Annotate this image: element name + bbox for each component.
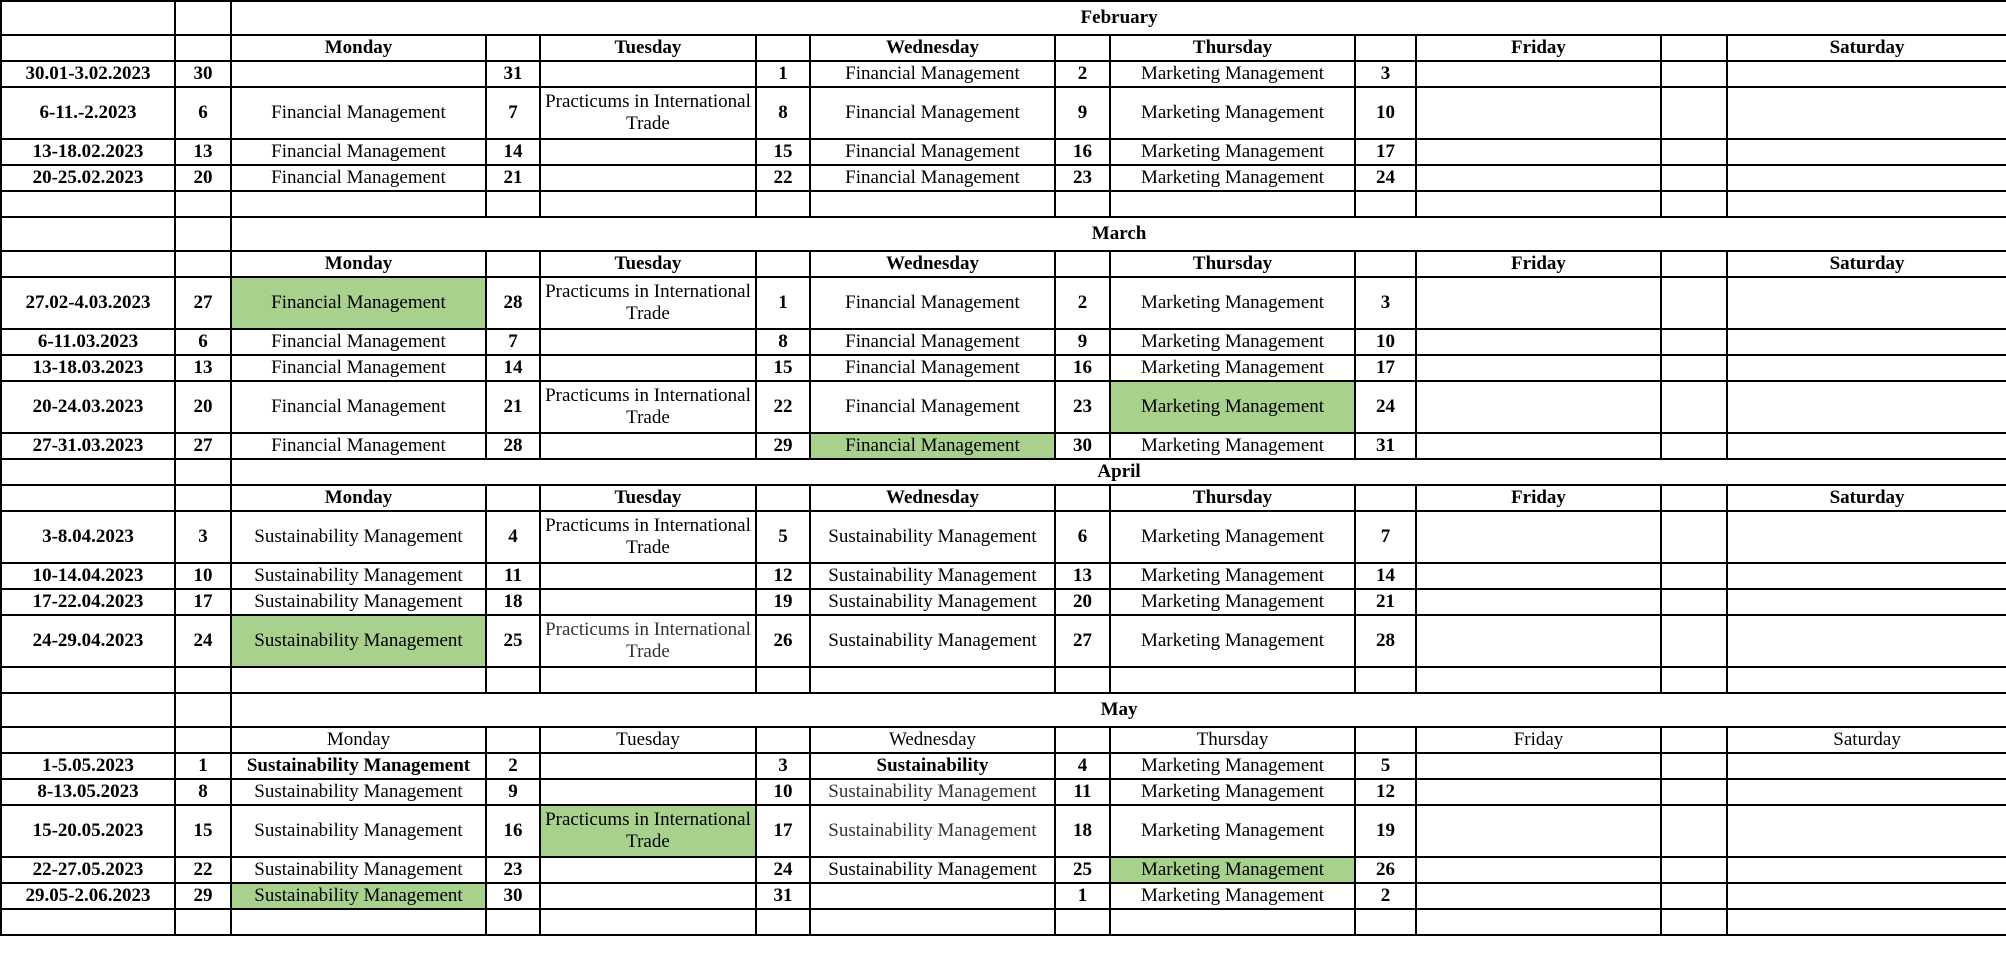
- class-cell: [540, 563, 756, 589]
- day-number: 31: [756, 883, 810, 909]
- day-number: 2: [1055, 61, 1110, 87]
- day-number: 16: [1055, 355, 1110, 381]
- class-cell: Marketing Management: [1110, 355, 1355, 381]
- class-cell: [540, 857, 756, 883]
- class-cell: Practicums in International Trade: [540, 615, 756, 667]
- class-cell: Marketing Management: [1110, 329, 1355, 355]
- day-number: 24: [1355, 381, 1416, 433]
- day-number: 9: [1055, 87, 1110, 139]
- day-number: 7: [1355, 511, 1416, 563]
- day-header: Wednesday: [810, 485, 1055, 511]
- class-cell: Sustainability Management: [231, 511, 486, 563]
- day-number: 31: [1355, 433, 1416, 459]
- class-cell: Practicums in International Trade: [540, 511, 756, 563]
- class-cell: Sustainability Management: [231, 857, 486, 883]
- day-number: 29: [756, 433, 810, 459]
- month-title: May: [231, 693, 2006, 727]
- day-number: 3: [1355, 277, 1416, 329]
- day-number: 9: [1055, 329, 1110, 355]
- week-row: [1, 615, 2006, 667]
- class-cell: Financial Management: [810, 329, 1055, 355]
- class-cell: Marketing Management: [1110, 753, 1355, 779]
- class-cell: Marketing Management: [1110, 563, 1355, 589]
- class-cell: Sustainability Management: [810, 857, 1055, 883]
- day-number: 1: [756, 61, 810, 87]
- class-cell: Sustainability Management: [231, 805, 486, 857]
- class-cell: Marketing Management: [1110, 87, 1355, 139]
- class-cell: Practicums in International Trade: [540, 381, 756, 433]
- class-cell: Marketing Management: [1110, 511, 1355, 563]
- day-number: 30: [175, 61, 231, 87]
- class-cell: Financial Management: [231, 139, 486, 165]
- day-header: Monday: [231, 251, 486, 277]
- day-header: Tuesday: [540, 485, 756, 511]
- week-range: 27-31.03.2023: [1, 433, 175, 459]
- week-row: [1, 883, 2006, 909]
- day-header: Friday: [1416, 727, 1661, 753]
- class-cell: Financial Management: [810, 355, 1055, 381]
- day-number: 2: [486, 753, 540, 779]
- class-cell: Sustainability: [810, 753, 1055, 779]
- spacer-row: [1, 191, 2006, 217]
- class-cell: [540, 139, 756, 165]
- day-number: 24: [175, 615, 231, 667]
- class-cell: Financial Management: [810, 139, 1055, 165]
- day-number: 30: [486, 883, 540, 909]
- class-cell: [810, 883, 1055, 909]
- week-row: [1, 165, 2006, 191]
- day-number: 9: [486, 779, 540, 805]
- class-cell: [540, 355, 756, 381]
- class-cell: Marketing Management: [1110, 883, 1355, 909]
- month-row: [1, 459, 2006, 485]
- day-number: 30: [1055, 433, 1110, 459]
- day-header: Thursday: [1110, 35, 1355, 61]
- day-number: 6: [1055, 511, 1110, 563]
- week-range: 3-8.04.2023: [1, 511, 175, 563]
- week-row: [1, 277, 2006, 329]
- day-number: 7: [486, 329, 540, 355]
- day-number: 7: [486, 87, 540, 139]
- day-number: 13: [175, 355, 231, 381]
- day-number: 28: [486, 433, 540, 459]
- class-cell: Marketing Management: [1110, 589, 1355, 615]
- class-cell: Sustainability Management: [231, 753, 486, 779]
- class-cell: Financial Management: [231, 381, 486, 433]
- day-number: 6: [175, 329, 231, 355]
- day-number: 8: [175, 779, 231, 805]
- day-number: 20: [175, 381, 231, 433]
- week-range: 13-18.03.2023: [1, 355, 175, 381]
- class-cell: Marketing Management: [1110, 165, 1355, 191]
- day-number: 19: [1355, 805, 1416, 857]
- class-cell: Financial Management: [810, 381, 1055, 433]
- day-number: 10: [1355, 87, 1416, 139]
- class-cell: [540, 779, 756, 805]
- week-range: 1-5.05.2023: [1, 753, 175, 779]
- class-cell-highlighted: Financial Management: [810, 433, 1055, 459]
- class-cell-highlighted: Practicums in International Trade: [540, 805, 756, 857]
- day-number: 31: [486, 61, 540, 87]
- week-range: 22-27.05.2023: [1, 857, 175, 883]
- week-range: 24-29.04.2023: [1, 615, 175, 667]
- day-number: 16: [486, 805, 540, 857]
- week-range: 8-13.05.2023: [1, 779, 175, 805]
- class-cell: [540, 753, 756, 779]
- class-cell: Marketing Management: [1110, 277, 1355, 329]
- day-number: 26: [756, 615, 810, 667]
- week-row: [1, 355, 2006, 381]
- week-row: [1, 805, 2006, 857]
- week-range: 6-11.-2.2023: [1, 87, 175, 139]
- class-cell: Financial Management: [231, 87, 486, 139]
- day-number: 3: [1355, 61, 1416, 87]
- day-header: Thursday: [1110, 251, 1355, 277]
- day-number: 24: [756, 857, 810, 883]
- day-number: 2: [1355, 883, 1416, 909]
- day-header: Wednesday: [810, 35, 1055, 61]
- day-header: Saturday: [1727, 251, 2006, 277]
- class-cell: Sustainability Management: [810, 615, 1055, 667]
- day-number: 23: [1055, 381, 1110, 433]
- class-cell: Financial Management: [810, 87, 1055, 139]
- day-header: Monday: [231, 727, 486, 753]
- day-number: 1: [756, 277, 810, 329]
- day-header: Tuesday: [540, 251, 756, 277]
- class-cell: Sustainability Management: [810, 511, 1055, 563]
- day-number: 27: [175, 277, 231, 329]
- month-title: February: [231, 1, 2006, 35]
- day-number: 28: [486, 277, 540, 329]
- day-number: 15: [756, 139, 810, 165]
- day-number: 3: [756, 753, 810, 779]
- day-header: Wednesday: [810, 251, 1055, 277]
- week-row: [1, 563, 2006, 589]
- day-header: Tuesday: [540, 727, 756, 753]
- day-number: 12: [1355, 779, 1416, 805]
- day-header: Saturday: [1727, 727, 2006, 753]
- class-cell: Sustainability Management: [810, 563, 1055, 589]
- day-number: 23: [486, 857, 540, 883]
- day-number: 1: [1055, 883, 1110, 909]
- day-number: 15: [175, 805, 231, 857]
- class-cell: Financial Management: [810, 61, 1055, 87]
- day-number: 5: [756, 511, 810, 563]
- class-cell: [540, 165, 756, 191]
- week-range: 10-14.04.2023: [1, 563, 175, 589]
- month-title: March: [231, 217, 2006, 251]
- week-row: [1, 433, 2006, 459]
- class-cell: Financial Management: [810, 277, 1055, 329]
- class-cell: [231, 61, 486, 87]
- day-header: Tuesday: [540, 35, 756, 61]
- day-number: 20: [175, 165, 231, 191]
- day-number: 17: [175, 589, 231, 615]
- weekday-header-row: [1, 35, 2006, 61]
- day-number: 11: [1055, 779, 1110, 805]
- class-cell: Practicums in International Trade: [540, 87, 756, 139]
- class-cell: Marketing Management: [1110, 61, 1355, 87]
- class-cell: Financial Management: [231, 355, 486, 381]
- week-range: 15-20.05.2023: [1, 805, 175, 857]
- day-header: Monday: [231, 485, 486, 511]
- class-cell: Marketing Management: [1110, 805, 1355, 857]
- day-header: Thursday: [1110, 485, 1355, 511]
- class-cell-highlighted: Sustainability Management: [231, 883, 486, 909]
- class-cell: Sustainability Management: [810, 779, 1055, 805]
- class-cell: Marketing Management: [1110, 615, 1355, 667]
- day-number: 4: [486, 511, 540, 563]
- class-cell: Marketing Management: [1110, 139, 1355, 165]
- class-cell-highlighted: Marketing Management: [1110, 857, 1355, 883]
- class-cell-highlighted: Sustainability Management: [231, 615, 486, 667]
- spacer-row: [1, 909, 2006, 935]
- day-number: 6: [175, 87, 231, 139]
- month-row: [1, 693, 2006, 727]
- week-row: [1, 857, 2006, 883]
- week-row: [1, 61, 2006, 87]
- class-cell: [540, 883, 756, 909]
- class-cell: [540, 61, 756, 87]
- week-range: 29.05-2.06.2023: [1, 883, 175, 909]
- class-cell: Financial Management: [231, 433, 486, 459]
- day-header: Saturday: [1727, 35, 2006, 61]
- week-row: [1, 589, 2006, 615]
- day-number: 24: [1355, 165, 1416, 191]
- day-number: 11: [486, 563, 540, 589]
- day-number: 27: [175, 433, 231, 459]
- class-cell: Financial Management: [231, 329, 486, 355]
- week-range: 17-22.04.2023: [1, 589, 175, 615]
- class-cell: Sustainability Management: [231, 563, 486, 589]
- week-row: [1, 329, 2006, 355]
- weekday-header-row: [1, 727, 2006, 753]
- day-number: 17: [756, 805, 810, 857]
- day-number: 19: [756, 589, 810, 615]
- day-number: 5: [1355, 753, 1416, 779]
- day-header: Thursday: [1110, 727, 1355, 753]
- class-cell: Financial Management: [810, 165, 1055, 191]
- day-number: 21: [486, 165, 540, 191]
- week-row: [1, 753, 2006, 779]
- day-number: 4: [1055, 753, 1110, 779]
- day-number: 17: [1355, 355, 1416, 381]
- class-cell: [540, 433, 756, 459]
- class-cell: Marketing Management: [1110, 779, 1355, 805]
- week-range: 6-11.03.2023: [1, 329, 175, 355]
- class-cell-highlighted: Marketing Management: [1110, 381, 1355, 433]
- day-number: 12: [756, 563, 810, 589]
- class-cell: [540, 329, 756, 355]
- day-number: 22: [756, 165, 810, 191]
- day-number: 17: [1355, 139, 1416, 165]
- class-cell: Sustainability Management: [810, 589, 1055, 615]
- month-title: April: [231, 459, 2006, 485]
- month-row: [1, 1, 2006, 35]
- week-row: [1, 511, 2006, 563]
- month-row: [1, 217, 2006, 251]
- day-number: 8: [756, 329, 810, 355]
- week-range: 20-25.02.2023: [1, 165, 175, 191]
- day-number: 10: [175, 563, 231, 589]
- day-number: 25: [1055, 857, 1110, 883]
- day-number: 18: [1055, 805, 1110, 857]
- day-number: 16: [1055, 139, 1110, 165]
- day-header: Friday: [1416, 35, 1661, 61]
- week-range: 13-18.02.2023: [1, 139, 175, 165]
- class-cell: Sustainability Management: [810, 805, 1055, 857]
- day-number: 21: [486, 381, 540, 433]
- day-number: 14: [1355, 563, 1416, 589]
- class-cell: Marketing Management: [1110, 433, 1355, 459]
- day-number: 20: [1055, 589, 1110, 615]
- day-number: 29: [175, 883, 231, 909]
- day-number: 18: [486, 589, 540, 615]
- day-number: 23: [1055, 165, 1110, 191]
- day-number: 22: [756, 381, 810, 433]
- day-number: 15: [756, 355, 810, 381]
- day-header: Wednesday: [810, 727, 1055, 753]
- day-number: 14: [486, 355, 540, 381]
- class-cell: [540, 589, 756, 615]
- day-number: 3: [175, 511, 231, 563]
- spacer-row: [1, 667, 2006, 693]
- day-number: 21: [1355, 589, 1416, 615]
- week-row: [1, 381, 2006, 433]
- day-number: 1: [175, 753, 231, 779]
- week-range: 30.01-3.02.2023: [1, 61, 175, 87]
- class-cell: Sustainability Management: [231, 589, 486, 615]
- week-range: 27.02-4.03.2023: [1, 277, 175, 329]
- day-number: 13: [1055, 563, 1110, 589]
- day-number: 22: [175, 857, 231, 883]
- day-header: Friday: [1416, 251, 1661, 277]
- weekday-header-row: [1, 485, 2006, 511]
- day-number: 8: [756, 87, 810, 139]
- day-number: 26: [1355, 857, 1416, 883]
- day-number: 13: [175, 139, 231, 165]
- day-number: 28: [1355, 615, 1416, 667]
- day-number: 10: [1355, 329, 1416, 355]
- class-cell: Practicums in International Trade: [540, 277, 756, 329]
- class-cell: Financial Management: [231, 165, 486, 191]
- week-row: [1, 779, 2006, 805]
- week-row: [1, 139, 2006, 165]
- day-number: 27: [1055, 615, 1110, 667]
- weekday-header-row: [1, 251, 2006, 277]
- day-number: 25: [486, 615, 540, 667]
- day-number: 10: [756, 779, 810, 805]
- day-header: Saturday: [1727, 485, 2006, 511]
- class-cell: Sustainability Management: [231, 779, 486, 805]
- day-header: Monday: [231, 35, 486, 61]
- class-cell-highlighted: Financial Management: [231, 277, 486, 329]
- day-header: Friday: [1416, 485, 1661, 511]
- day-number: 2: [1055, 277, 1110, 329]
- week-row: [1, 87, 2006, 139]
- day-number: 14: [486, 139, 540, 165]
- week-range: 20-24.03.2023: [1, 381, 175, 433]
